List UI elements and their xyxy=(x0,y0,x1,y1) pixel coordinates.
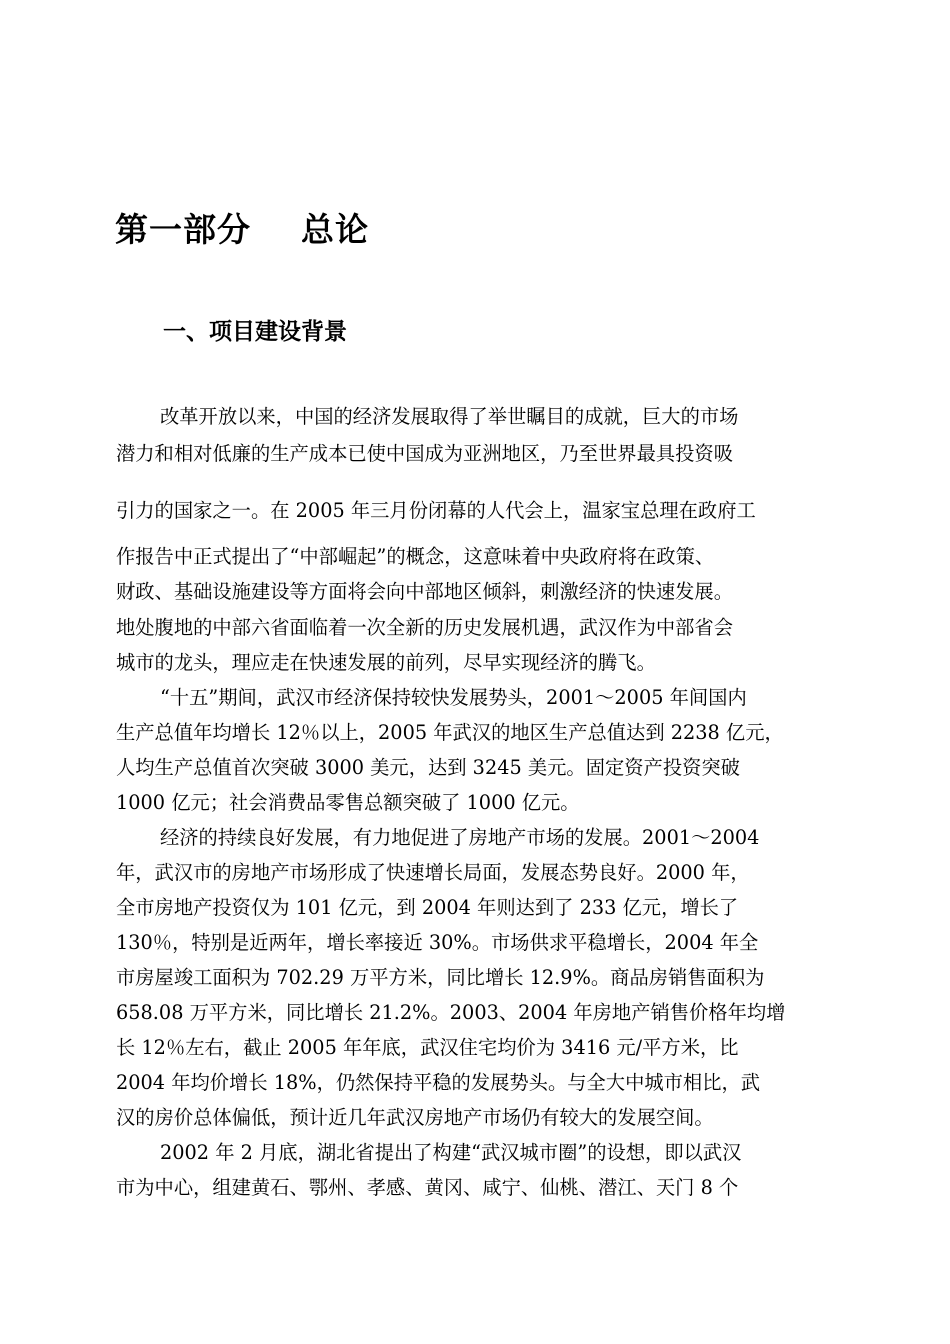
paragraph-line: 作报告中正式提出了“中部崛起”的概念，这意味着中央政府将在政策、 xyxy=(116,545,715,568)
part-title: 第一部分 总论 xyxy=(115,210,369,249)
section-title: 一、项目建设背景 xyxy=(163,319,347,345)
paragraph-line: 改革开放以来，中国的经济发展取得了举世瞩目的成就，巨大的市场 xyxy=(160,405,739,428)
paragraph-line: 658.08 万平方米，同比增长 21.2%。2003、2004 年房地产销售价格年均增 xyxy=(116,1001,786,1024)
paragraph-line: 财政、基础设施建设等方面将会向中部地区倾斜，刺激经济的快速发展。 xyxy=(116,580,733,603)
paragraph-line: 汉的房价总体偏低，预计近几年武汉房地产市场仍有较大的发展空间。 xyxy=(116,1106,714,1129)
paragraph-line: 地处腹地的中部六省面临着一次全新的历史发展机遇，武汉作为中部省会 xyxy=(116,616,733,639)
paragraph-line: 130％，特别是近两年，增长率接近 30%。市场供求平稳增长，2004 年全 xyxy=(116,931,759,954)
paragraph-line: 1000 亿元；社会消费品零售总额突破了 1000 亿元。 xyxy=(116,791,580,814)
paragraph-line: 长 12％左右，截止 2005 年年底，武汉住宅均价为 3416 元/平方米，比 xyxy=(116,1036,739,1059)
paragraph-line: 潜力和相对低廉的生产成本已使中国成为亚洲地区，乃至世界最具投资吸 xyxy=(116,442,733,465)
paragraph-line: 全市房地产投资仅为 101 亿元，到 2004 年则达到了 233 亿元，增长了 xyxy=(116,896,739,919)
paragraph-line: 2004 年均价增长 18%，仍然保持平稳的发展势头。与全大中城市相比，武 xyxy=(116,1071,761,1094)
paragraph-line: 2002 年 2 月底，湖北省提出了构建“武汉城市圈”的设想，即以武汉 xyxy=(160,1141,742,1164)
paragraph-line: 市为中心，组建黄石、鄂州、孝感、黄冈、咸宁、仙桃、潜江、天门 8 个 xyxy=(116,1176,739,1199)
paragraph-line: 城市的龙头，理应走在快速发展的前列，尽早实现经济的腾飞。 xyxy=(116,651,656,674)
paragraph-line: 引力的国家之一。在 2005 年三月份闭幕的人代会上，温家宝总理在政府工 xyxy=(116,499,756,522)
paragraph-line: 市房屋竣工面积为 702.29 万平方米，同比增长 12.9%。商品房销售面积为 xyxy=(116,966,765,989)
paragraph-line: 生产总值年均增长 12％以上，2005 年武汉的地区生产总值达到 2238 亿元， xyxy=(116,721,784,744)
paragraph-line: 人均生产总值首次突破 3000 美元，达到 3245 美元。固定资产投资突破 xyxy=(116,756,740,779)
paragraph-line: 经济的持续良好发展，有力地促进了房地产市场的发展。2001～2004 xyxy=(160,826,760,849)
paragraph-line: 年，武汉市的房地产市场形成了快速增长局面，发展态势良好。2000 年， xyxy=(116,861,750,884)
paragraph-line: “十五”期间，武汉市经济保持较快发展势头，2001～2005 年间国内 xyxy=(160,686,747,709)
